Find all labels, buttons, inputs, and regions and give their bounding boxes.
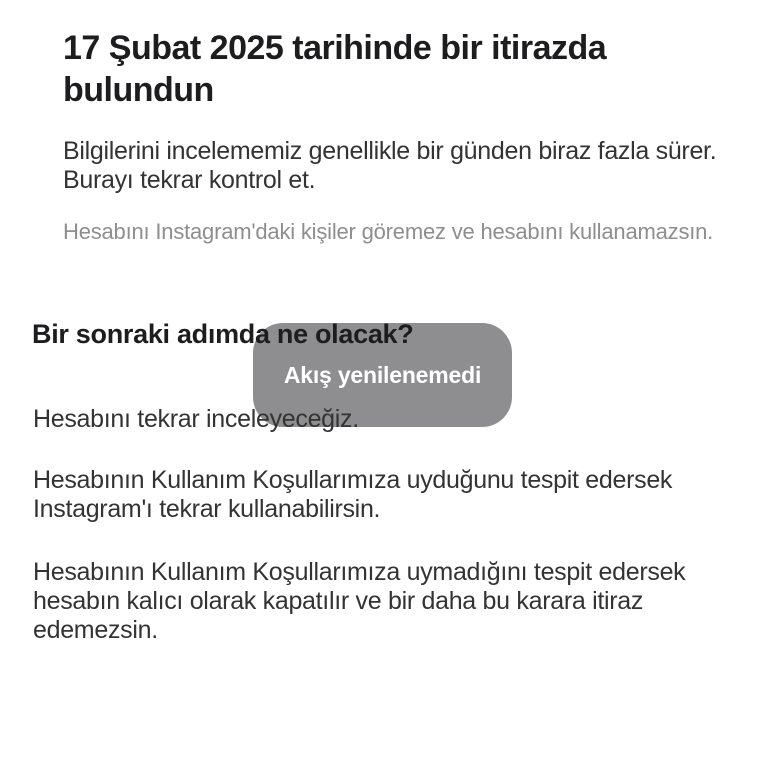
next-step-review: Hesabını tekrar inceleyeceğiz. (33, 405, 359, 433)
review-duration-text: Bilgilerini incelememiz genellikle bir günden biraz fazla sürer. Burayı tekrar kontrol et. (63, 137, 717, 194)
next-steps-heading: Bir sonraki adımda ne olacak? (32, 319, 414, 350)
next-step-approved: Hesabının Kullanım Koşullarımıza uyduğunu tespit edersek Instagram'ı tekrar kullanabilirsin. (33, 466, 673, 523)
toast-message: Akış yenilenemedi (283, 361, 482, 388)
page-title: 17 Şubat 2025 tarihinde bir itirazda bulundun (63, 28, 607, 109)
next-step-rejected: Hesabının Kullanım Koşullarımıza uymadığını tespit edersek hesabın kalıcı olarak kapatılır ve bir daha bu karara itiraz edemezsin. (33, 558, 686, 644)
account-restriction-note: Hesabını Instagram'daki kişiler göremez ve hesabını kullanamazsın. (63, 219, 714, 244)
